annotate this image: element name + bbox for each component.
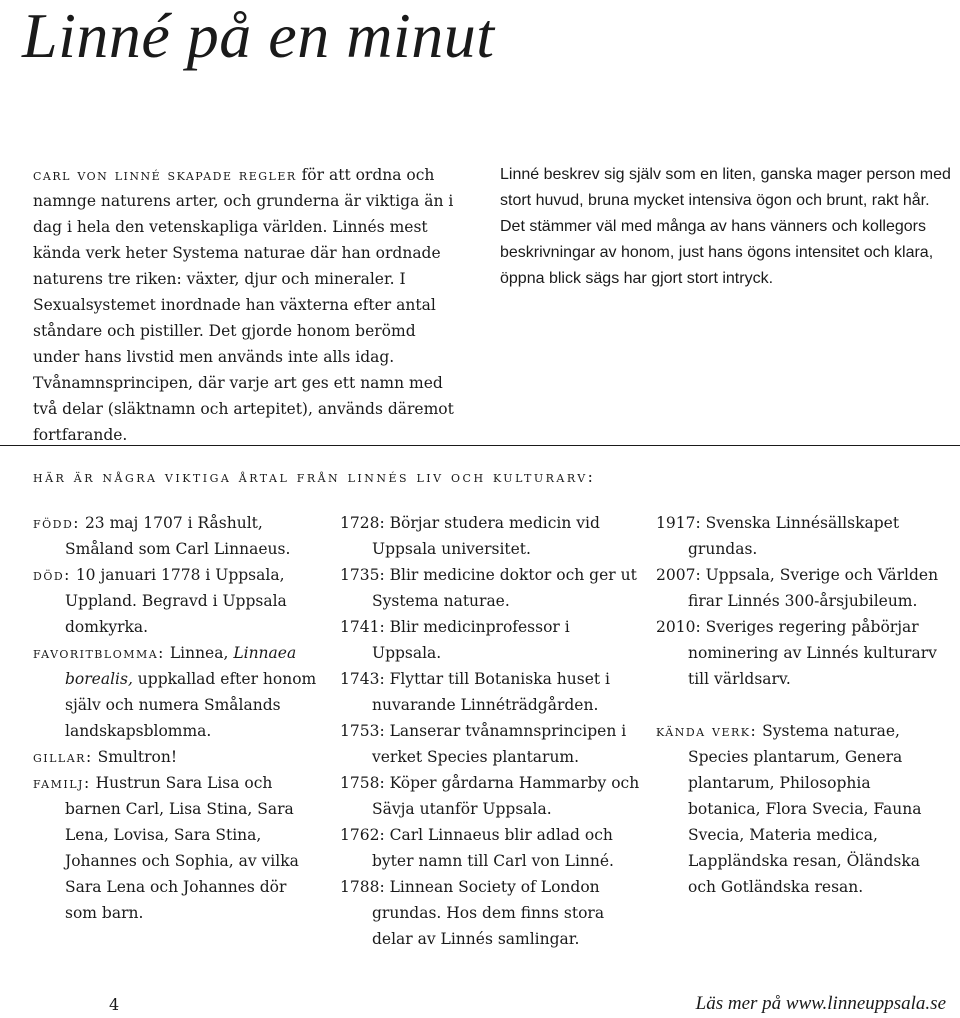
timeline-entry: 1728: Börjar studera medicin vid Uppsala universitet. [340, 514, 600, 558]
facts-column [33, 510, 318, 926]
works-label: kända verk: [656, 722, 758, 740]
timeline-entry: 1743: Flyttar till Botaniska huset i nuvarande Linnéträdgården. [340, 670, 610, 714]
fact-born [33, 510, 318, 562]
timeline-entry: 1917: Svenska Linnésällskapet grundas. [656, 514, 900, 558]
fact-label: död: [33, 566, 71, 584]
intro-left-column [33, 162, 463, 448]
fact-italic: Linnaea borealis, [65, 644, 297, 688]
timeline-entry: 2010: Sveriges regering påbörjar nominering av Linnés kulturarv till världsarv. [656, 618, 937, 688]
timeline-entry: 1753: Lanserar tvånamnsprincipen i verket Species plantarum. [340, 722, 627, 766]
timeline-entry: 2007: Uppsala, Sverige och Världen firar Linnés 300-årsjubileum. [656, 566, 939, 610]
description-paragraph: Linné beskrev sig själv som en liten, ganska mager person med stort huvud, bruna mycket intensiva ögon och brunt, rakt hår. Det stämmer väl med många av hans vänners och kollegors beskrivningar av honom, just hans ögons intensitet och klara, öppna blick sägs har gjort stort intryck. [500, 166, 951, 287]
fact-label: gillar: [33, 748, 93, 766]
section-heading: här är några viktiga årtal från linnés liv och kulturarv: [33, 468, 596, 486]
fact-flower [33, 640, 318, 744]
fact-text: 23 maj 1707 i Råshult, Småland som Carl Linnaeus. [65, 514, 291, 558]
intro-right-column [500, 162, 952, 292]
fact-label: född: [33, 514, 81, 532]
timeline-entry: 1741: Blir medicinprofessor i Uppsala. [340, 618, 570, 662]
fact-text: uppkallad efter honom själv och numera Smålands landskapsblomma. [65, 670, 317, 740]
fact-label: favoritblomma: [33, 644, 165, 662]
known-works [656, 718, 946, 900]
fact-text: 10 januari 1778 i Uppsala, Uppland. Begravd i Uppsala domkyrka. [65, 566, 287, 636]
intro-paragraph [33, 162, 463, 448]
fact-text: Smultron! [92, 748, 178, 766]
intro-lead: carl von linné skapade regler [33, 166, 297, 184]
works-text: Systema naturae, Species plantarum, Genera plantarum, Philosophia botanica, Flora Svecia, Fauna Svecia, Materia medica, Lappländska resan, Öländska och Gotländska resan. [688, 722, 922, 896]
page-title: Linné på en minut [22, 0, 495, 71]
fact-text: Linnea, [164, 644, 234, 662]
timeline-entry: 1758: Köper gårdarna Hammarby och Sävja utanför Uppsala. [340, 774, 640, 818]
timeline-entry: 1735: Blir medicine doktor och ger ut Systema naturae. [340, 566, 637, 610]
page-number: 4 [109, 995, 120, 1014]
footer-link[interactable]: Läs mer på www.linneuppsala.se [695, 993, 946, 1014]
fact-likes [33, 744, 318, 770]
timeline-column [340, 510, 640, 952]
fact-text: Hustrun Sara Lisa och barnen Carl, Lisa Stina, Sara Lena, Lovisa, Sara Stina, Johannes och Sophia, av vilka Sara Lena och Johannes dör som barn. [65, 774, 299, 922]
fact-died [33, 562, 318, 640]
fact-label: familj: [33, 774, 91, 792]
timeline-entry: 1762: Carl Linnaeus blir adlad och byter namn till Carl von Linné. [340, 826, 614, 870]
intro-text: för att ordna och namnge naturens arter, och grunderna är viktiga än i dag i hela den vetenskapliga världen. Linnés mest kända verk heter Systema naturae där han ordnade naturens tre riken: växter, djur och mineraler. I Sexualsystemet inordnade han växterna efter antal ståndare och pistiller. Det gjorde honom berömd under hans livstid men används inte alls idag. Tvånamnsprincipen, där varje art ges ett namn med två delar (släktnamn och artepitet), används däremot fortfarande. [33, 166, 454, 444]
timeline-entry: 1788: Linnean Society of London grundas. Hos dem finns stora delar av Linnés samlingar. [340, 878, 605, 948]
spacer [656, 692, 946, 718]
section-divider [0, 445, 960, 446]
timeline-column-2 [656, 510, 946, 900]
fact-family [33, 770, 318, 926]
